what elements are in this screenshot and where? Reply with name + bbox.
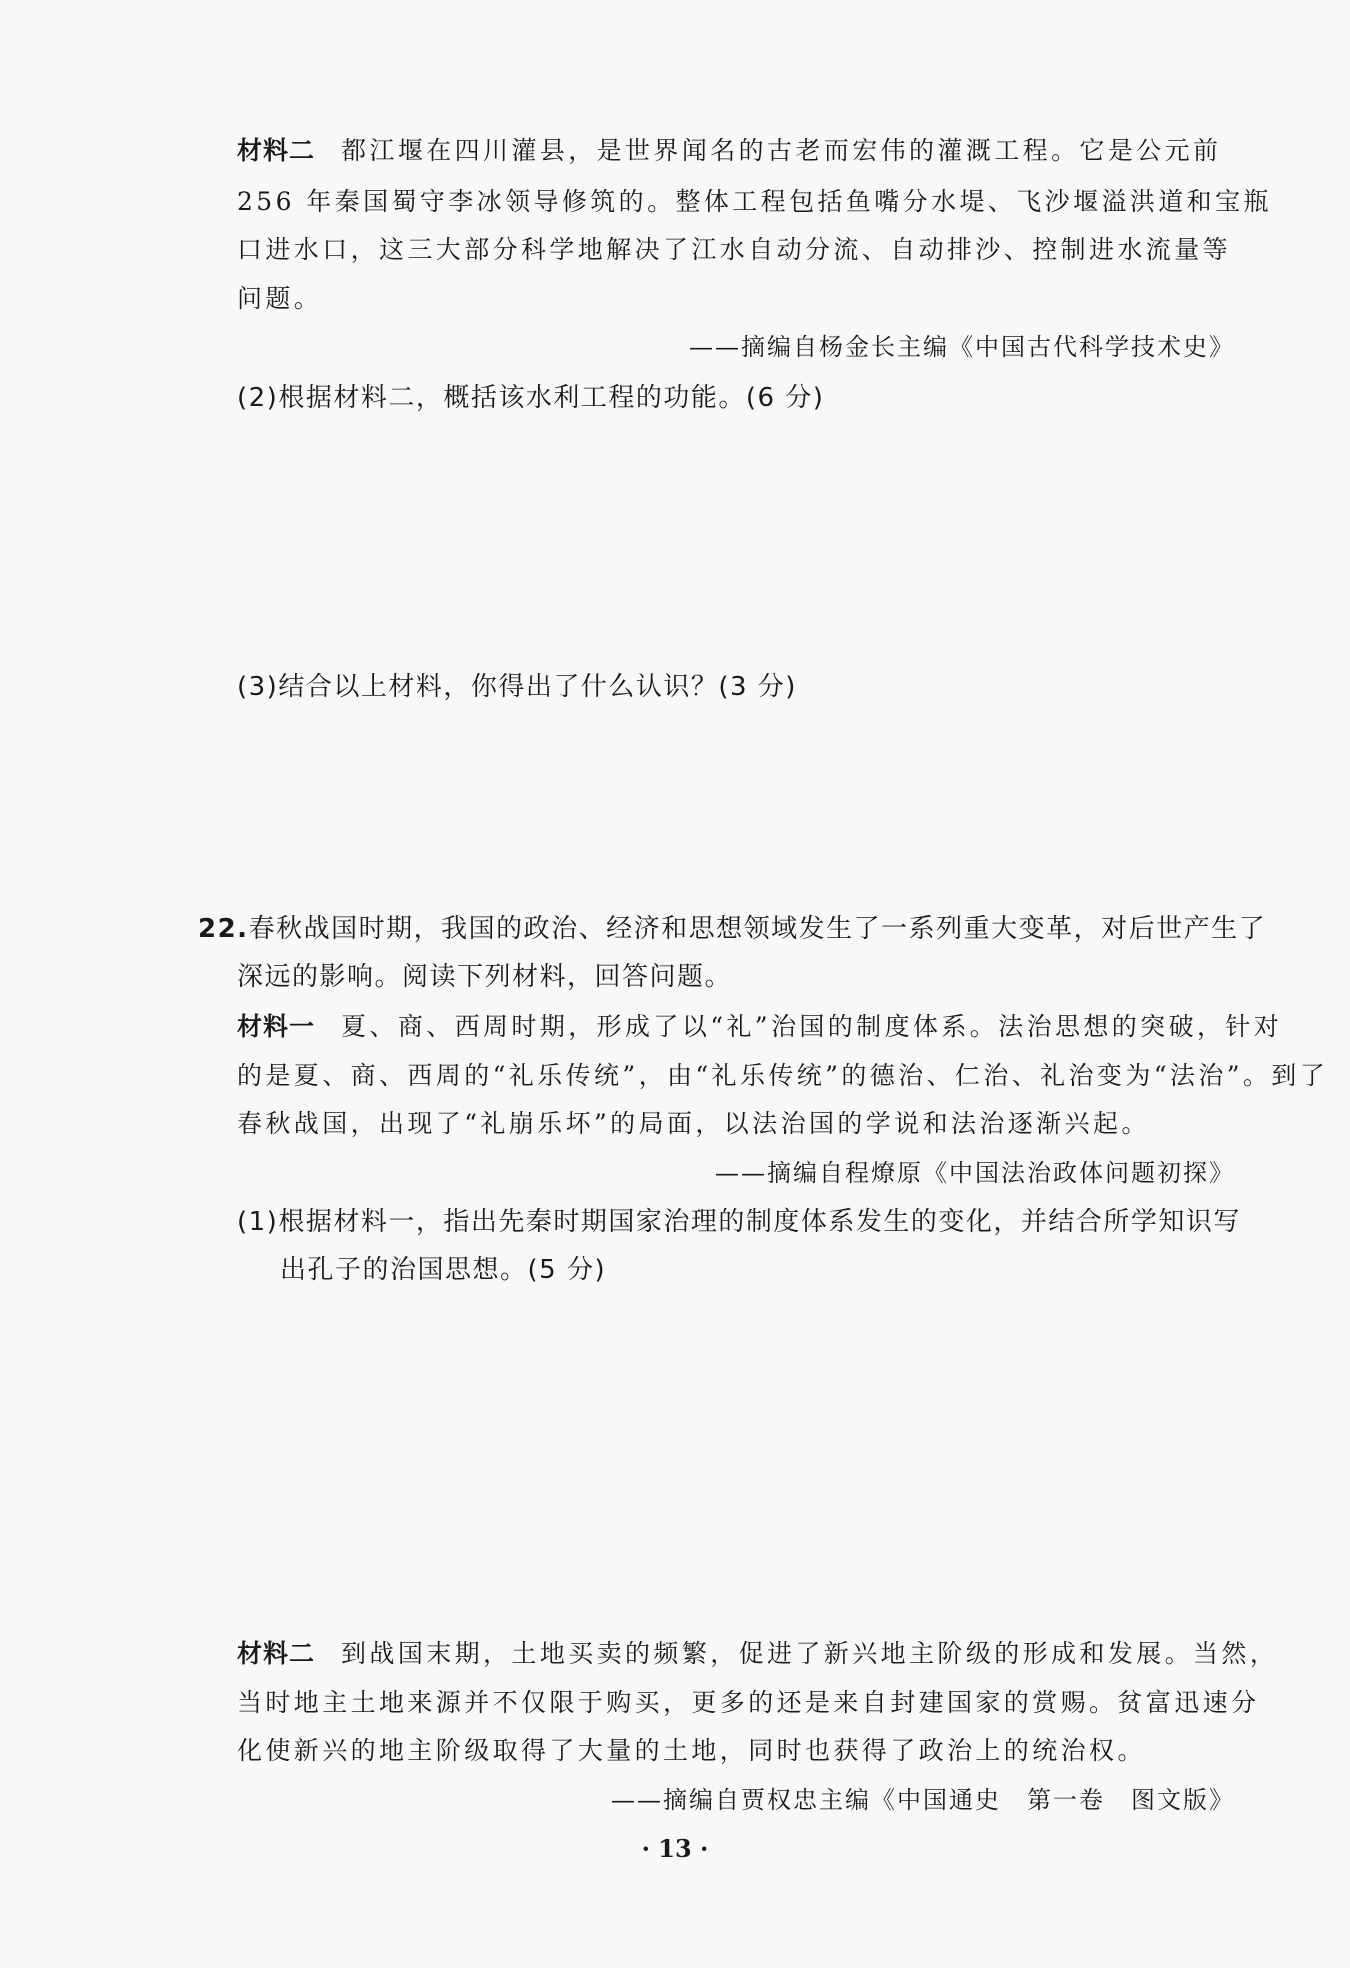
question-22-sub1-line-1: (1)根据材料一，指出先秦时期国家治理的制度体系发生的变化，并结合所学知识写: [237, 1207, 1241, 1237]
material-label: 材料二: [237, 1639, 316, 1668]
page-number: · 13 ·: [641, 1834, 709, 1863]
material2-line-3: 化使新兴的地主阶级取得了大量的土地，同时也获得了政治上的统治权。: [237, 1736, 1146, 1765]
question-number: 22.: [198, 914, 249, 944]
question-2: (2)根据材料二，概括该水利工程的功能。(6 分): [237, 383, 825, 413]
material2-line-2: 当时地主土地来源并不仅限于购买，更多的还是来自封建国家的赏赐。贫富迅速分: [237, 1688, 1260, 1717]
material-label: 材料一: [237, 1012, 316, 1041]
question-22-stem-line-2: 深远的影响。阅读下列材料，回答问题。: [237, 962, 733, 992]
material2-top-line-4: 问题。: [237, 284, 323, 313]
material2-top-line-2: 256 年秦国蜀守李冰领导修筑的。整体工程包括鱼嘴分水堤、飞沙堰溢洪道和宝瓶: [237, 187, 1272, 216]
material1-line-1: 材料一 夏、商、西周时期，形成了以“礼”治国的制度体系。法治思想的突破，针对: [237, 1012, 1283, 1041]
material1-line-3: 春秋战国，出现了“礼崩乐坏”的局面，以法治国的学说和法治逐渐兴起。: [237, 1109, 1150, 1138]
material-label: 材料二: [237, 136, 316, 165]
material2-top-line-1: 材料二 都江堰在四川灌县，是世界闻名的古老而宏伟的灌溉工程。它是公元前: [237, 136, 1222, 165]
material2-top-line-3: 口进水口，这三大部分科学地解决了江水自动分流、自动排沙、控制进水流量等: [237, 235, 1232, 264]
material2-source: ——摘编自贾权忠主编《中国通史 第一卷 图文版》: [611, 1786, 1235, 1814]
question-22-sub1-line-2: 出孔子的治国思想。(5 分): [280, 1255, 607, 1285]
material2-top-source: ——摘编自杨金长主编《中国古代科学技术史》: [689, 333, 1235, 361]
question-22-stem-line-1: 22.春秋战国时期，我国的政治、经济和思想领域发生了一系列重大变革，对后世产生了: [198, 914, 1267, 944]
material2-line-1: 材料二 到战国末期，土地买卖的频繁，促进了新兴地主阶级的形成和发展。当然，: [237, 1639, 1279, 1668]
material1-source: ——摘编自程燎原《中国法治政体问题初探》: [715, 1159, 1235, 1187]
question-3: (3)结合以上材料，你得出了什么认识？(3 分): [237, 672, 797, 702]
material1-line-2: 的是夏、商、西周的“礼乐传统”，由“礼乐传统”的德治、仁治、礼治变为“法治”。到了: [237, 1061, 1329, 1090]
